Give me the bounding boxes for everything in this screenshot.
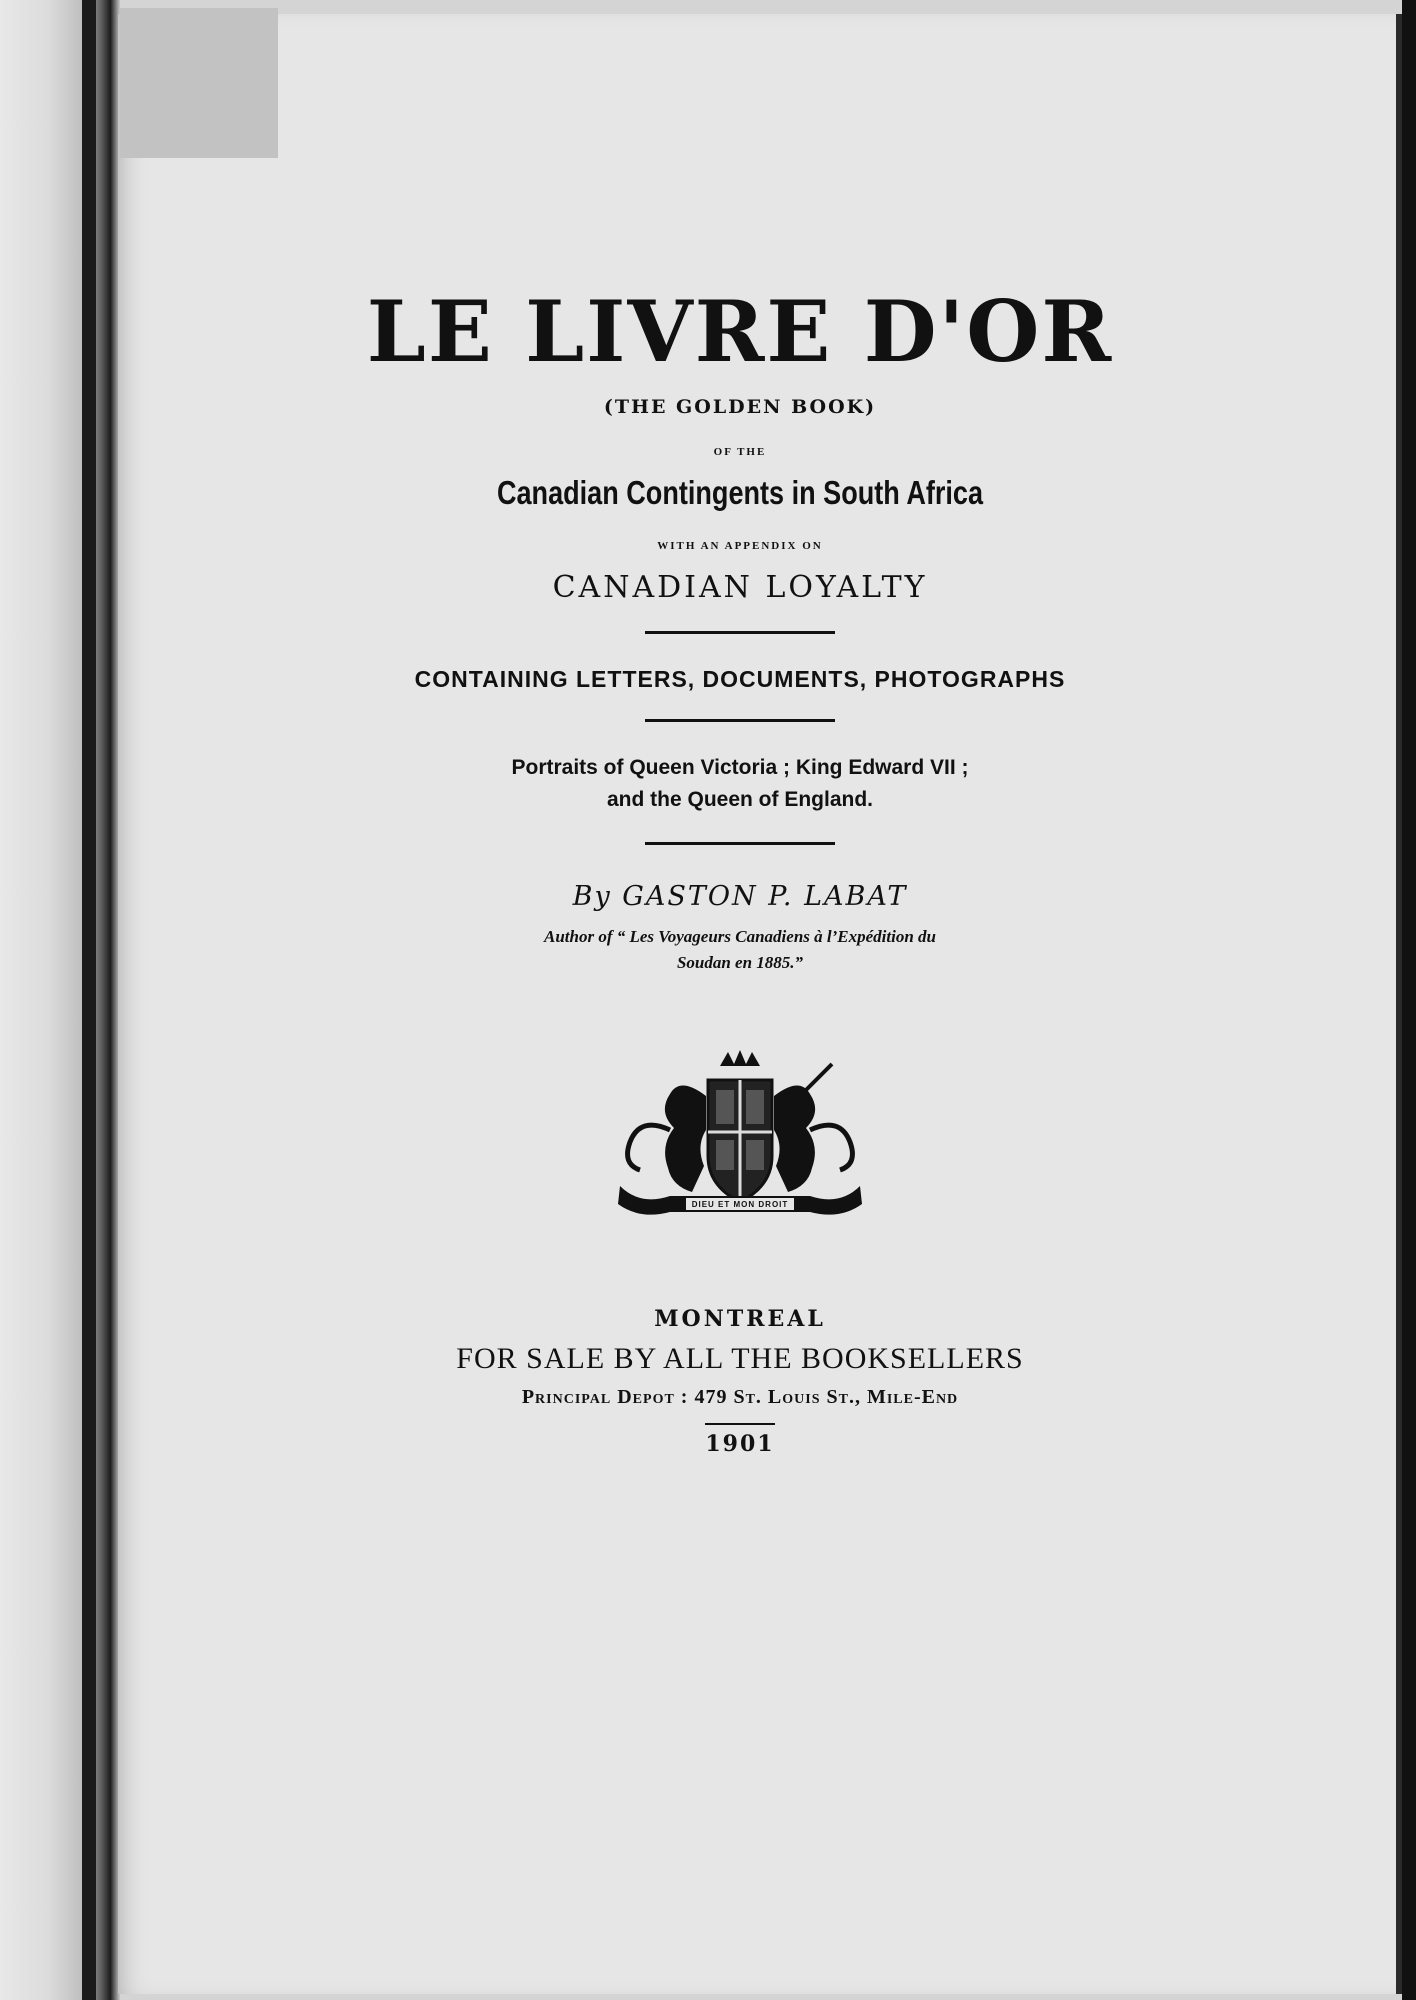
divider-rule bbox=[645, 719, 835, 722]
title-page-content bbox=[360, 282, 1120, 1457]
divider-rule bbox=[645, 631, 835, 634]
publication-city: MONTREAL bbox=[654, 1306, 826, 1332]
subject-heading: Canadian Contingents in South Africa bbox=[496, 474, 984, 511]
author-note-line-2: Soudan en 1885.” bbox=[676, 953, 804, 972]
paper-tab bbox=[120, 8, 278, 158]
author-byline: By GASTON P. LABAT bbox=[572, 881, 908, 912]
divider-rule bbox=[645, 842, 835, 845]
scan-border bbox=[1402, 0, 1416, 2000]
depot-address: Principal Depot : 479 St. Louis St., Mile-End bbox=[521, 1386, 959, 1408]
portraits-text bbox=[360, 752, 1120, 816]
of-the-line: OF THE bbox=[713, 446, 767, 458]
portraits-line-1: Portraits of Queen Victoria ; King Edward VII ; bbox=[511, 756, 969, 779]
short-rule bbox=[705, 1423, 775, 1425]
publication-year: 1901 bbox=[705, 1431, 775, 1457]
portraits-line-2: and the Queen of England. bbox=[606, 788, 873, 811]
royal-coat-of-arms-icon bbox=[600, 1046, 880, 1226]
author-note-line-1: Author of “ Les Voyageurs Canadiens à l’Expédition du bbox=[543, 927, 936, 946]
containing-line: CONTAINING LETTERS, DOCUMENTS, PHOTOGRAPHS bbox=[414, 666, 1066, 692]
appendix-subject: CANADIAN LOYALTY bbox=[552, 570, 928, 605]
book-spine bbox=[0, 0, 120, 2000]
book-title: LE LIVRE D'OR bbox=[366, 282, 1114, 381]
sale-line: FOR SALE BY ALL THE BOOKSELLERS bbox=[456, 1342, 1024, 1375]
spine-edge bbox=[82, 0, 96, 2000]
appendix-intro: WITH AN APPENDIX ON bbox=[657, 540, 823, 552]
book-subtitle: (THE GOLDEN BOOK) bbox=[603, 396, 877, 418]
author-note bbox=[360, 924, 1120, 976]
arms-motto: DIEU ET MON DROIT bbox=[691, 1200, 789, 1209]
